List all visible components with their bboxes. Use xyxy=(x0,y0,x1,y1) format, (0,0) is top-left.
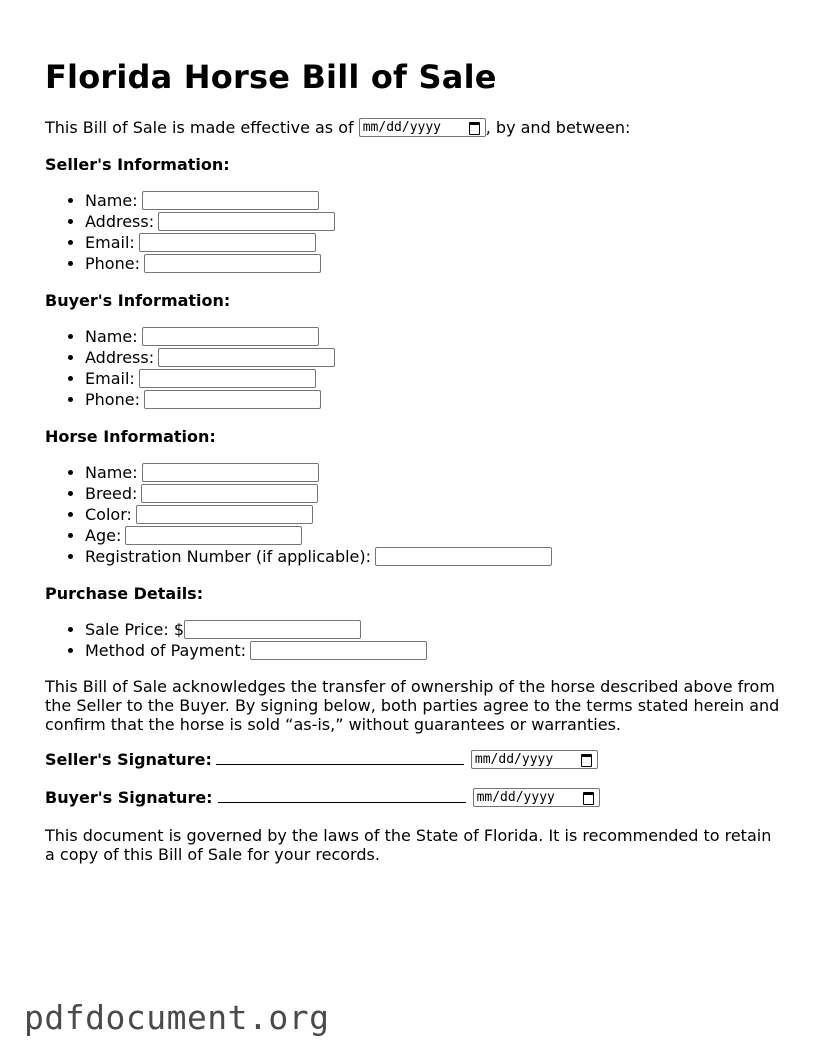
seller-email-label: Email: xyxy=(85,233,135,252)
payment-method-input[interactable] xyxy=(250,641,427,660)
horse-name-input[interactable] xyxy=(142,463,319,482)
seller-signature-date-input[interactable]: mm/dd/yyyy xyxy=(471,750,598,769)
buyer-email-input[interactable] xyxy=(139,369,316,388)
seller-signature-line[interactable] xyxy=(216,750,464,765)
seller-heading: Seller's Information: xyxy=(45,155,230,174)
buyer-name-label: Name: xyxy=(85,327,138,346)
acknowledgement-paragraph: This Bill of Sale acknowledges the transfer of ownership of the horse described above from the Seller to the Buyer. By signing below, both parties agree to the terms stated herein and confirm that the horse is sold “as-is,” without guarantees or warranties. xyxy=(45,677,780,734)
sale-price-label: Sale Price: $ xyxy=(85,620,185,639)
horse-color-label: Color: xyxy=(85,505,132,524)
horse-breed-label: Breed: xyxy=(85,484,138,503)
list-item xyxy=(85,253,335,274)
intro-line xyxy=(45,118,630,138)
intro-text-after: , by and between: xyxy=(485,118,631,137)
buyer-fields xyxy=(45,326,335,410)
buyer-signature-row xyxy=(45,788,600,808)
list-item xyxy=(85,483,552,504)
list-item xyxy=(85,546,552,567)
purchase-heading: Purchase Details: xyxy=(45,584,204,603)
watermark: pdfdocument.org xyxy=(24,998,330,1037)
buyer-heading: Buyer's Information: xyxy=(45,291,231,310)
seller-fields xyxy=(45,190,335,274)
list-item xyxy=(85,211,335,232)
seller-phone-label: Phone: xyxy=(85,254,140,273)
buyer-phone-label: Phone: xyxy=(85,390,140,409)
seller-signature-label: Seller's Signature: xyxy=(45,750,212,769)
horse-registration-input[interactable] xyxy=(375,547,552,566)
horse-registration-label: Registration Number (if applicable): xyxy=(85,547,372,566)
buyer-name-input[interactable] xyxy=(142,327,319,346)
list-item xyxy=(85,462,552,483)
seller-phone-input[interactable] xyxy=(144,254,321,273)
document-title: Florida Horse Bill of Sale xyxy=(45,58,497,96)
seller-address-input[interactable] xyxy=(158,212,335,231)
horse-name-label: Name: xyxy=(85,463,138,482)
buyer-address-input[interactable] xyxy=(158,348,335,367)
buyer-phone-input[interactable] xyxy=(144,390,321,409)
seller-email-input[interactable] xyxy=(139,233,316,252)
list-item xyxy=(85,525,552,546)
seller-signature-row xyxy=(45,750,598,770)
payment-method-label: Method of Payment: xyxy=(85,641,247,660)
horse-color-input[interactable] xyxy=(136,505,313,524)
list-item xyxy=(85,368,335,389)
closing-paragraph: This document is governed by the laws of the State of Florida. It is recommended to retain a copy of this Bill of Sale for your records. xyxy=(45,826,772,864)
list-item xyxy=(85,504,552,525)
buyer-signature-date-input[interactable]: mm/dd/yyyy xyxy=(473,788,600,807)
calendar-icon[interactable] xyxy=(581,754,592,767)
horse-age-input[interactable] xyxy=(125,526,302,545)
buyer-address-label: Address: xyxy=(85,348,155,367)
calendar-icon[interactable] xyxy=(469,122,480,135)
buyer-email-label: Email: xyxy=(85,369,135,388)
purchase-fields xyxy=(45,619,427,661)
list-item xyxy=(85,640,427,661)
seller-name-input[interactable] xyxy=(142,191,319,210)
list-item xyxy=(85,619,427,640)
horse-fields xyxy=(45,462,552,567)
list-item xyxy=(85,232,335,253)
horse-heading: Horse Information: xyxy=(45,427,216,446)
list-item xyxy=(85,326,335,347)
list-item xyxy=(85,389,335,410)
effective-date-input[interactable]: mm/dd/yyyy xyxy=(359,118,486,137)
seller-name-label: Name: xyxy=(85,191,138,210)
seller-address-label: Address: xyxy=(85,212,155,231)
horse-age-label: Age: xyxy=(85,526,122,545)
buyer-signature-label: Buyer's Signature: xyxy=(45,788,213,807)
calendar-icon[interactable] xyxy=(583,792,594,805)
list-item xyxy=(85,347,335,368)
list-item xyxy=(85,190,335,211)
horse-breed-input[interactable] xyxy=(141,484,318,503)
buyer-signature-line[interactable] xyxy=(218,788,466,803)
intro-text: This Bill of Sale is made effective as of xyxy=(45,118,354,137)
sale-price-input[interactable] xyxy=(184,620,361,639)
